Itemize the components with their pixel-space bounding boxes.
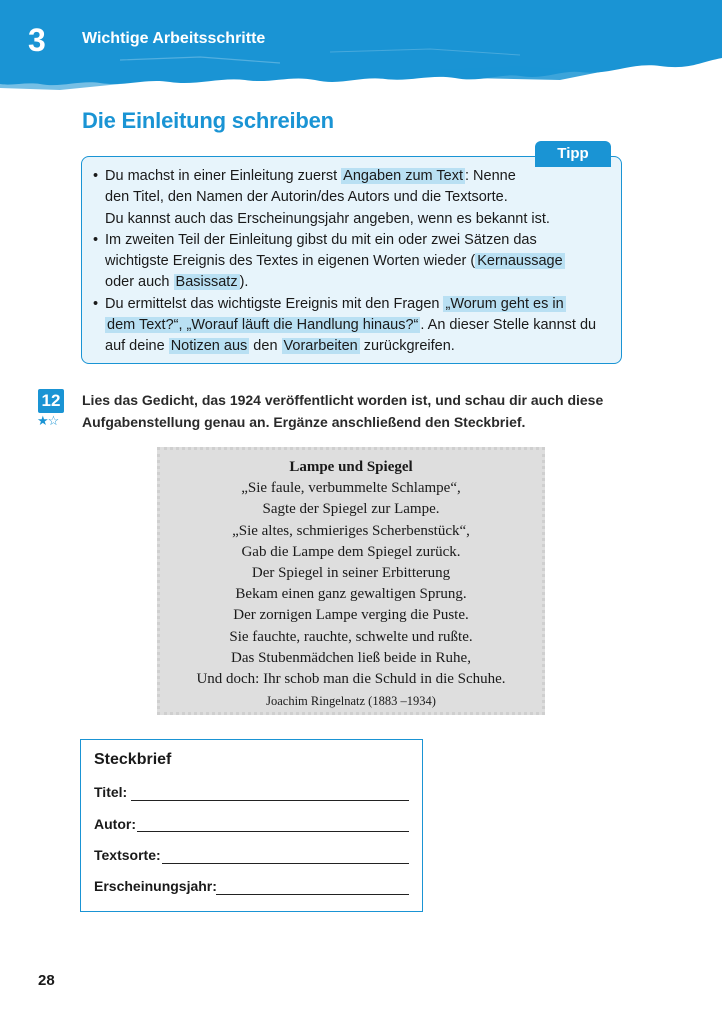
tip-item [93, 166, 613, 230]
task-line: Lies das Gedicht, das 1924 veröffentlicht worden ist, und schau dir auch diese [82, 392, 604, 408]
poem-line: „Sie faule, verbummelte Schlampe“, [241, 480, 461, 497]
steckbrief-label-textsorte: Textsorte: [94, 847, 161, 863]
tip-text: den [249, 338, 282, 355]
poem-line: „Sie altes, schmieriges Scherbenstück“, [232, 522, 470, 539]
steckbrief-field-year[interactable] [216, 894, 409, 895]
tip-text: zurückgreifen. [359, 338, 455, 355]
steckbrief-field-textsorte[interactable] [162, 863, 409, 864]
chapter-number: 3 [28, 22, 46, 58]
task-line: Aufgabenstellung genau an. Ergänze anschließend den Steckbrief. [82, 413, 526, 430]
difficulty-stars-icon: ★☆ [37, 413, 59, 428]
tip-highlight: Kernaussage [477, 253, 563, 270]
tip-text: : Nenne [465, 168, 516, 184]
tip-text: Du kannst auch das Erscheinungsjahr angeben, wenn es bekannt ist. [105, 210, 550, 227]
tip-highlight: „Worum geht es in [445, 295, 564, 312]
poem-author: Joachim Ringelnatz (1883 –1934) [266, 694, 436, 709]
tip-text: den Titel, den Namen der Autorin/des Autors und die Textsorte. [105, 189, 508, 206]
poem-box [157, 447, 545, 715]
tip-item [93, 294, 613, 358]
tip-text: ). [239, 274, 249, 291]
poem-line: Bekam einen ganz gewaltigen Sprung. [235, 586, 467, 603]
tip-text: wichtigste Ereignis des Textes in eigenen Worten wieder ( [105, 253, 476, 270]
steckbrief-field-title[interactable] [131, 800, 409, 801]
tip-highlight: dem Text?“, „Worauf läuft die Handlung hinaus?“ [107, 317, 419, 334]
chapter-title: Wichtige Arbeitsschritte [82, 30, 266, 47]
tip-highlight: Notizen aus [170, 338, 248, 355]
tip-highlight: Vorarbeiten [283, 338, 358, 355]
tip-item [93, 230, 613, 294]
tip-text: auf deine [105, 338, 169, 355]
tip-list [93, 166, 613, 358]
steckbrief-label-author: Autor: [94, 816, 136, 832]
steckbrief-label-title: Titel: [94, 784, 128, 800]
task-number-badge: 12 [38, 389, 64, 413]
poem-line: Der Spiegel in seiner Erbitterung [251, 565, 451, 582]
tip-highlight: Basissatz [175, 274, 238, 291]
tip-highlight: Angaben zum Text [343, 168, 463, 184]
tip-text: Du machst in einer Einleitung zuerst [105, 168, 342, 184]
poem-title: Lampe und Spiegel [289, 459, 413, 475]
poem-line: Der zornigen Lampe verging die Puste. [233, 607, 469, 624]
task-instruction [82, 390, 622, 433]
tip-text: Du ermittelst das wichtigste Ereignis mit den Fragen [105, 295, 444, 312]
steckbrief-label-year: Erscheinungsjahr: [94, 878, 217, 894]
poem-line: Und doch: Ihr schob man die Schuld in die Schuhe. [196, 671, 506, 688]
section-title: Die Einleitung schreiben [82, 108, 334, 133]
tip-text: . An dieser Stelle kannst du [420, 317, 597, 334]
steckbrief-title: Steckbrief [94, 751, 172, 768]
poem-line: Sagte der Spiegel zur Lampe. [262, 501, 440, 518]
poem-line: Das Stubenmädchen ließ beide in Ruhe, [231, 649, 471, 666]
steckbrief-field-author[interactable] [137, 831, 409, 832]
poem-line: Gab die Lampe dem Spiegel zurück. [241, 543, 461, 560]
poem-line: Sie fauchte, rauchte, schwelte und rußte. [229, 628, 473, 645]
page-number: 28 [38, 972, 55, 989]
tip-text: oder auch [105, 274, 174, 291]
tip-text: Im zweiten Teil der Einleitung gibst du mit ein oder zwei Sätzen das [105, 231, 537, 248]
tip-label: Tipp [535, 141, 611, 167]
